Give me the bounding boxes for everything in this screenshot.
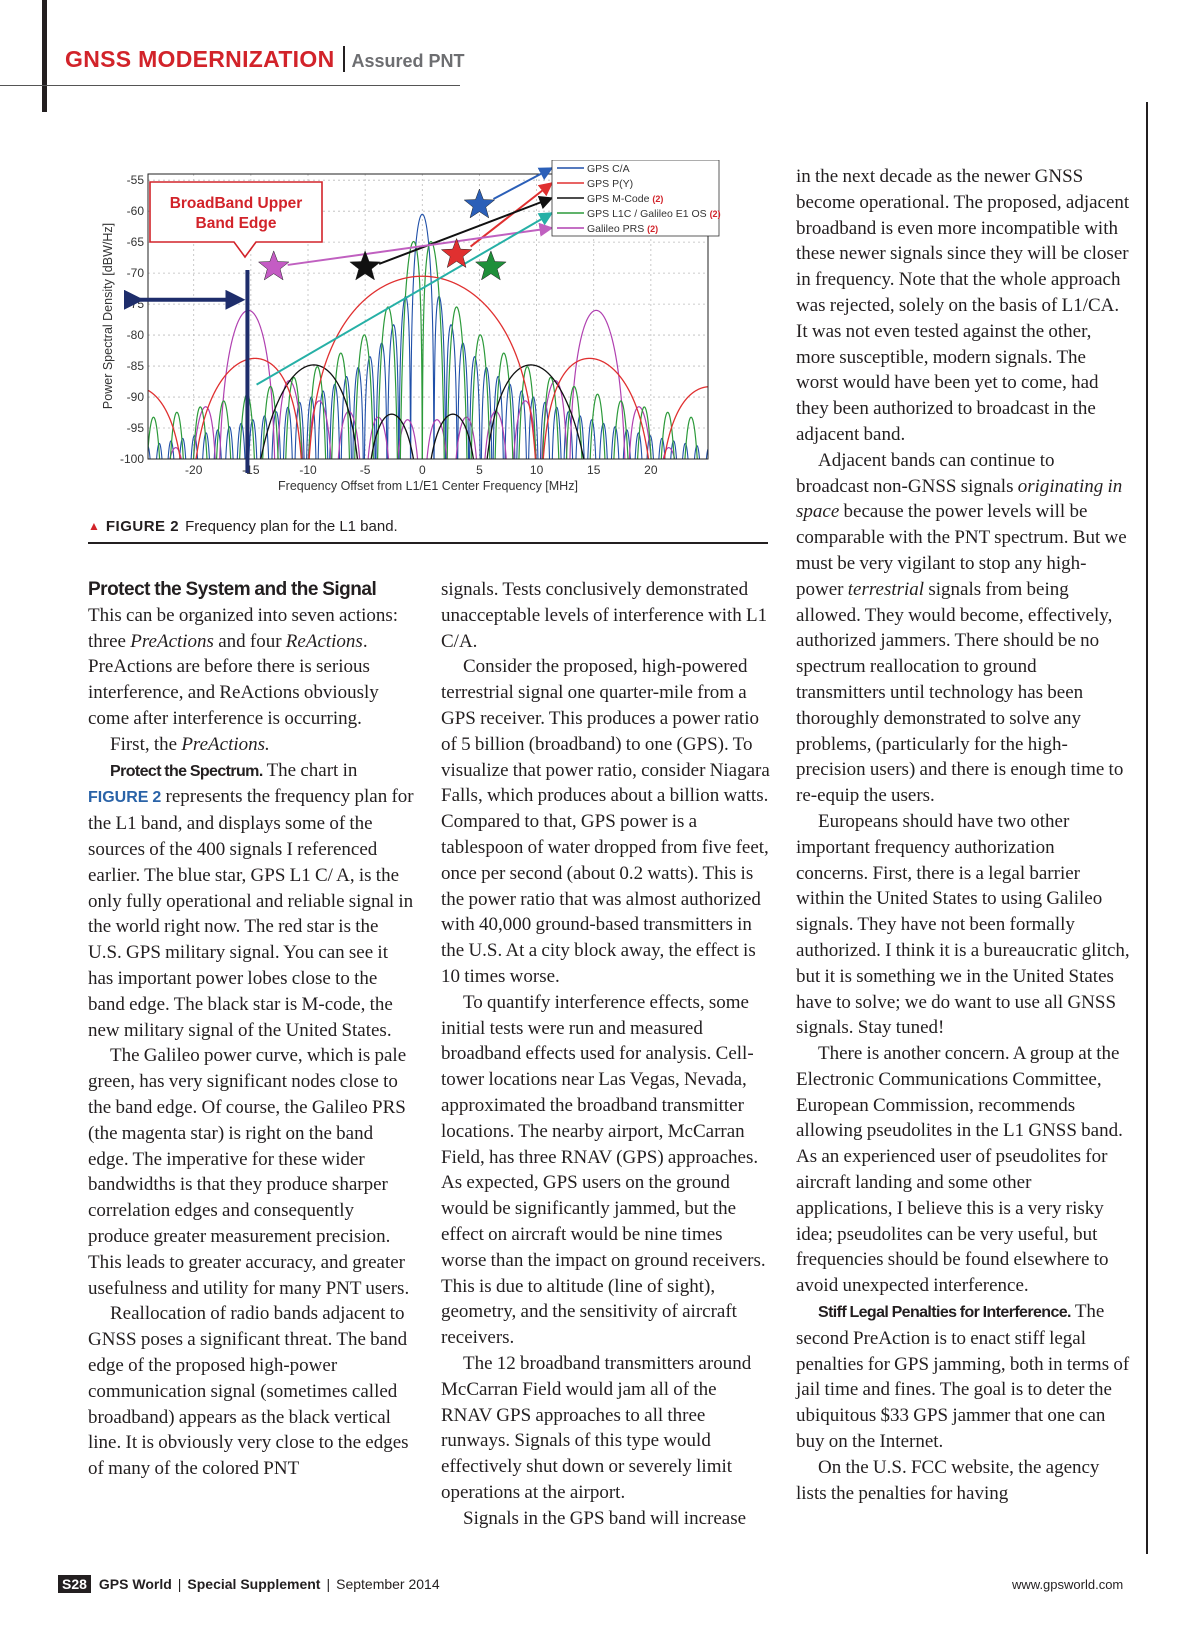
x-tick-label: -20: [185, 463, 203, 477]
paragraph: On the U.S. FCC website, the agency lists the penalties for having: [796, 1456, 1100, 1504]
y-tick-label: -95: [126, 421, 144, 436]
psd-chart: [88, 160, 748, 515]
figure-rule: [88, 542, 768, 544]
text-run-italic: originating in space: [796, 475, 1123, 523]
figure-reference-link[interactable]: FIGURE 2: [88, 789, 162, 807]
legend-label: GPS M-Code (2): [587, 193, 664, 205]
paragraph: signals. Tests conclusively demonstrated unacceptable levels of interference with L1 C/A.: [441, 579, 768, 652]
magazine-name: GPS World: [98, 1576, 172, 1592]
section-heading: Protect the System and the Signal: [88, 579, 377, 600]
paragraph: Signals in the GPS band will increase: [463, 1507, 747, 1529]
y-tick-label: -85: [126, 359, 144, 374]
column-2: [441, 577, 771, 1531]
legend-note: (2): [652, 194, 664, 204]
legend-label: GPS C/A: [587, 163, 630, 175]
paragraph: [796, 1299, 1130, 1455]
x-tick-label: 10: [529, 463, 544, 477]
text-run-italic: terrestrial: [847, 578, 925, 600]
paragraph: [796, 448, 1130, 809]
website-url[interactable]: www.gpsworld.com: [1012, 1577, 1124, 1592]
y-tick-label: -70: [126, 266, 144, 281]
star-magenta: [259, 251, 289, 280]
page-footer: [58, 1575, 440, 1593]
issue-date: September 2014: [336, 1576, 440, 1592]
x-tick-label: 5: [476, 463, 483, 477]
paragraph: [88, 758, 414, 1044]
text-run: Adjacent bands can continue to broadcast non-GNSS signals: [796, 449, 1055, 497]
arrow-gps-ca: [493, 168, 552, 199]
y-tick-label: -100: [119, 452, 144, 466]
text-run-italic: PreActions: [130, 630, 214, 652]
x-tick-label: -5: [359, 463, 371, 477]
callout-line-1: BroadBand Upper: [169, 195, 303, 212]
text-run: . PreActions are before there is serious interference, and ReActions obviously come after interference is occurring.: [88, 630, 379, 729]
paragraph: To quantify interference effects, some initial tests were run and measured broadband effects used for analysis. Cell-tower locations near Las Vegas, Nevada, approximated the broadband transmitter locations. The nearby airport, McCarran Field, has three RNAV (GPS) approaches. As expected, GPS users on the ground would be significantly jammed, but the effect on aircraft would be nine times worse than the impact on ground receivers. This is due to altitude (line of sight), geometry, and the sensitivity of aircraft receivers.: [441, 991, 766, 1349]
x-axis-label: Frequency Offset from L1/E1 Center Frequency [MHz]: [278, 479, 578, 493]
caption-triangle-icon: ▲: [88, 519, 100, 533]
y-tick-label: -65: [126, 235, 144, 250]
figure-2: [88, 160, 748, 515]
paragraph: The Galileo power curve, which is pale green, has very significant nodes close to the band edge. Of course, the Galileo PRS (the magenta star) is right on the band edge. The imperative for these wider bandwidths is that they produce sharper correlation edges and consequently produce greater measurement precision. This leads to greater accuracy, and greater usefulness and utility for many PNT users.: [88, 1045, 410, 1299]
x-tick-label: -10: [299, 463, 317, 477]
figure-label: FIGURE 2: [105, 518, 180, 535]
column-1: [88, 577, 414, 1482]
callout-line-2: Band Edge: [195, 215, 277, 232]
text-run: First, the: [110, 733, 182, 755]
legend-note: (2): [647, 224, 659, 234]
figure-caption: [88, 518, 398, 535]
arrow-galileo-prs: [288, 228, 552, 265]
page-number: S28: [58, 1575, 91, 1593]
paragraph: There is another concern. A group at the Electronic Communications Committee, European Commission, recommends allowing pseudolites in the L1 GNSS band. As an experienced user of pseudolites for aircraft landing and some other applications, I believe this is a very risky idea; pseudolites can be very useful, but frequencies should be found elsewhere to avoid unexpected interference.: [796, 1043, 1123, 1297]
y-tick-label: -55: [126, 173, 144, 188]
x-tick-label: 15: [587, 463, 601, 477]
paragraph: Europeans should have two other important frequency authorization concerns. First, there is a legal barrier within the United States to using Galileo signals. They have not been formally authorized. I think it is a bureaucratic glitch, but it is something we in the United States have to solve; we do want to use all GNSS signals. Stay tuned!: [796, 810, 1130, 1039]
broadband-callout: [150, 182, 322, 257]
legend-label: GPS P(Y): [587, 178, 634, 190]
text-run: because the power levels will be comparable with the PNT spectrum. But we must be very vigilant to stop any high-power: [796, 501, 1127, 600]
paragraph: in the next decade as the newer GNSS become operational. The proposed, adjacent broadband is even more incompatible with these newer signals since they will be closer in frequency. Note that the whole approach was rejected, solely on the basis of L1/CA. It was not even tested against the other, more susceptible, modern signals. The worst would have been yet to come, had they been authorized to broadcast in the adjacent band.: [796, 166, 1130, 445]
text-run: signals from being allowed. They would become, effectively, authorized jammers. There should be no spectrum reallocation to ground transmitters until technology has been thoroughly demonstrated to solve any problems, (particularly for the high-precision users) and there is enough time to re-equip the users.: [796, 578, 1124, 807]
header-separator: [343, 46, 345, 72]
text-run: This can be organized into seven actions: three: [88, 604, 399, 652]
x-tick-label: -15: [242, 463, 260, 477]
run-in-heading: Stiff Legal Penalties for Interference.: [818, 1304, 1071, 1322]
text-run-italic: ReActions: [285, 630, 363, 652]
header-vertical-bar: [42, 0, 47, 112]
series-gps-ca: [148, 214, 708, 515]
text-run: represents the frequency plan for the L1 band, and displays some of the sources of the 400 signals I referenced earlier. The blue star, GPS L1 C/ A, is the only fully operational and reliable signal in the world right now. The red star is the U.S. GPS military signal. You can see it has important power lobes close to the band edge. The black star is M-code, the new military signal of the United States.: [88, 786, 414, 1041]
run-in-heading: Protect the Spectrum.: [110, 762, 263, 780]
supplement-label: Special Supplement: [187, 1576, 321, 1592]
chart-series: [148, 214, 708, 515]
series-l1c-galileo-os: [148, 242, 708, 515]
text-run-italic: PreActions.: [181, 733, 270, 755]
text-run: The second PreAction is to enact stiff legal penalties for GPS jamming, both in terms of jail time and fines. The goal is to deter the ubiquitous $33 GPS jammer that one can buy on the Internet.: [796, 1301, 1130, 1453]
paragraph: Consider the proposed, high-powered terrestrial signal one quarter-mile from a GPS receiver. This produces a power ratio of 5 billion (broadband) to one (GPS). To visualize that power ratio, consider Niagara Falls, which produces about a billion watts. Compared to that, GPS power is a tablespoon of water dropped from five feet, once per second (about 0.2 watts). This is the power ratio that was almost authorized with 40,000 ground-based transmitters in the U.S. At a city block away, the effect is 10 times worse.: [441, 656, 770, 987]
legend-label: Galileo PRS (2): [587, 223, 659, 235]
caption-text: Frequency plan for the L1 band.: [185, 518, 398, 535]
paragraph: [88, 603, 414, 732]
text-run: The chart in: [262, 759, 358, 781]
section-subtitle: Assured PNT: [351, 51, 465, 71]
y-axis-label: Power Spectral Density [dBW/Hz]: [101, 222, 115, 410]
paragraph: [88, 732, 414, 758]
legend-label: GPS L1C / Galileo E1 OS (2): [587, 208, 721, 220]
y-tick-label: -60: [126, 204, 144, 219]
text-run: and four: [213, 630, 286, 652]
star-blue: [464, 189, 494, 218]
chart-legend: [552, 160, 721, 236]
footer-separator: |: [326, 1576, 331, 1592]
footer-separator: |: [177, 1576, 182, 1592]
page-header: [65, 46, 465, 72]
paragraph: Reallocation of radio bands adjacent to GNSS poses a significant threat. The band edge of the proposed high-power communication signal (sometimes called broadband) appears as the black vertical line. It is obviously very close to the edges of many of the colored PNT: [88, 1303, 409, 1480]
y-tick-label: -80: [126, 328, 144, 343]
column-3: [796, 164, 1130, 1506]
right-column-rule: [1146, 102, 1148, 1554]
legend-note: (2): [709, 209, 721, 219]
y-tick-label: -90: [126, 390, 144, 405]
x-tick-label: 20: [644, 463, 658, 477]
paragraph: The 12 broadband transmitters around McCarran Field would jam all of the RNAV GPS approaches to all three runways. Signals of this type would effectively shut down or severely limit operations at the airport.: [441, 1352, 752, 1503]
y-tick-label: -75: [126, 297, 144, 312]
header-rule: [0, 85, 460, 86]
x-tick-label: 0: [418, 463, 426, 477]
section-title: GNSS MODERNIZATION: [65, 46, 335, 72]
